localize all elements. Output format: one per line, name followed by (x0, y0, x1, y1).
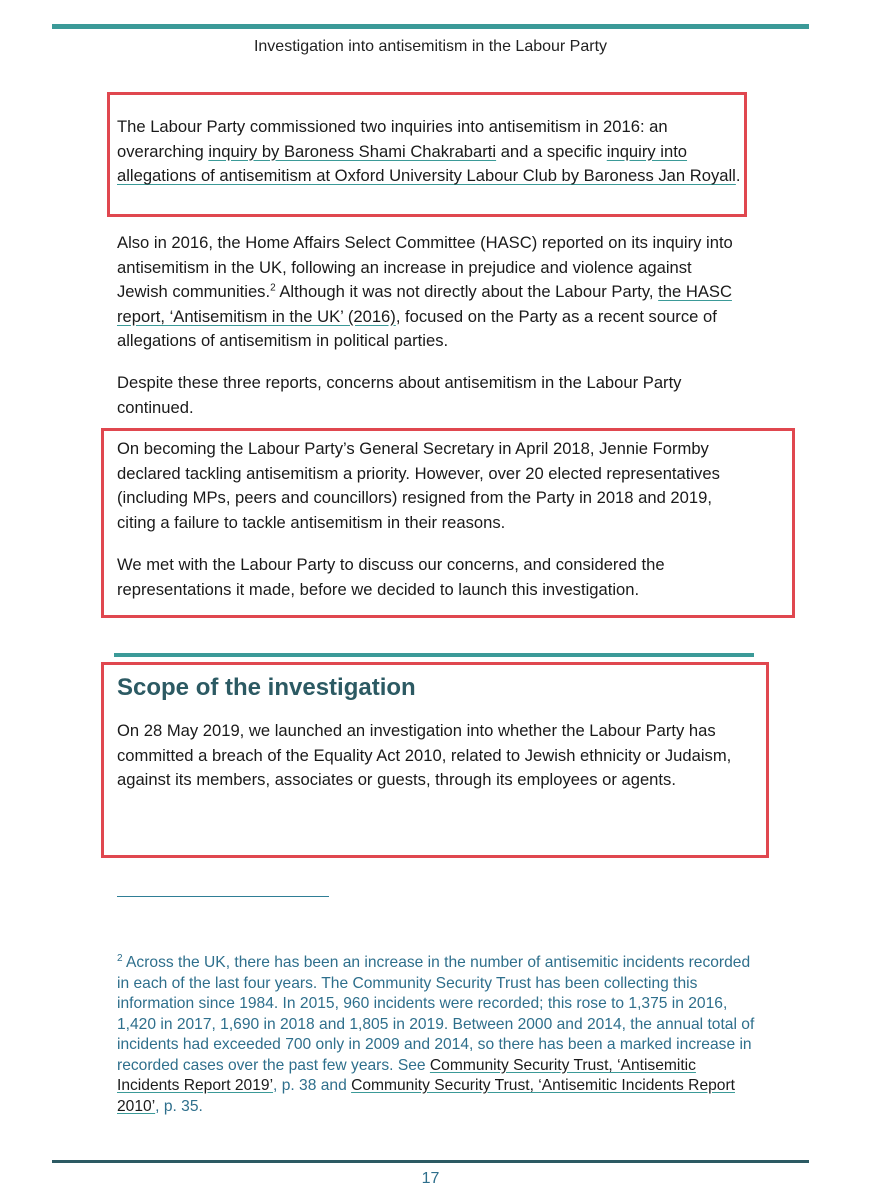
section-body: On 28 May 2019, we launched an investigation into whether the Labour Party has committed a breach of the Equality Act 2010, related to Jewish ethnicity or Judaism, against its members, associates or guests, through its employees or agents. (117, 721, 732, 790)
paragraph-inquiries (117, 115, 745, 189)
paragraph-hasc (117, 231, 745, 354)
section-rule (114, 653, 754, 657)
footnote-number: 2 (117, 952, 123, 964)
cst-report-2010-link[interactable]: Community Security Trust, ‘Antisemitic Incidents Report 2010’ (117, 1077, 735, 1115)
footnote-reference[interactable]: 2 (270, 282, 276, 294)
paragraph-meeting: We met with the Labour Party to discuss our concerns, and considered the representations it made, before we decided to launch this investigation. (117, 555, 665, 599)
hasc-report-link[interactable]: the HASC report, ‘Antisemitism in the UK’ (2016) (117, 282, 732, 326)
chakrabarti-inquiry-link[interactable]: inquiry by Baroness Shami Chakrabarti (208, 141, 497, 161)
page-number: 17 (421, 1170, 440, 1187)
bottom-rule (52, 1160, 809, 1163)
paragraph-text: The Labour Party commissioned two inquiries into antisemitism in 2016: an overarching (117, 117, 668, 161)
footnote-separator (117, 896, 329, 897)
footnote-text: , p. 38 and (273, 1077, 352, 1094)
top-rule (52, 24, 809, 29)
footnote-text: Across the UK, there has been an increase in the number of antisemitic incidents recorded in each of the last four years. The Community Security Trust has been collecting this information since 1984. In 2015, 960 incidents were recorded; this rose to 1,375 in 2016, 1,420 in 2017, 1,690 in 2018 and 1,805 in 2019. Between 2000 and 2014, the annual total of incidents had exceeded 700 only in 2009 and 2014, so there has been a marked increase in recorded cases over the past few years. See (117, 954, 755, 1074)
paragraph-formby: On becoming the Labour Party’s General Secretary in April 2018, Jennie Formby declared tackling antisemitism a priority. However, over 20 elected representatives (including MPs, peers and councillors) resigned from the Party in 2018 and 2019, citing a failure to tackle antisemitism in their reasons. (117, 439, 720, 532)
paragraph-text: . (735, 166, 741, 186)
royall-inquiry-link[interactable]: inquiry into allegations of antisemitism at Oxford University Labour Club by Baroness Jan Royall (117, 141, 736, 186)
paragraph-concerns: Despite these three reports, concerns about antisemitism in the Labour Party continued. (117, 373, 682, 417)
footnote-text: , p. 35. (155, 1097, 203, 1115)
section-heading: Scope of the investigation (117, 674, 416, 701)
running-header: Investigation into antisemitism in the Labour Party (253, 38, 608, 55)
footnote (117, 953, 757, 1117)
paragraph-text: and a specific (496, 141, 607, 161)
cst-report-2019-link[interactable]: Community Security Trust, ‘Antisemitic Incidents Report 2019’ (117, 1056, 696, 1094)
paragraph-text: Also in 2016, the Home Affairs Select Committee (HASC) reported on its inquiry into antisemitism in the UK, following an increase in prejudice and violence against Jewish communities. (117, 233, 733, 302)
paragraph-text: Although it was not directly about the Labour Party, (275, 282, 659, 302)
paragraph-text: , focused on the Party as a recent source of allegations of antisemitism in political parties. (117, 306, 717, 351)
